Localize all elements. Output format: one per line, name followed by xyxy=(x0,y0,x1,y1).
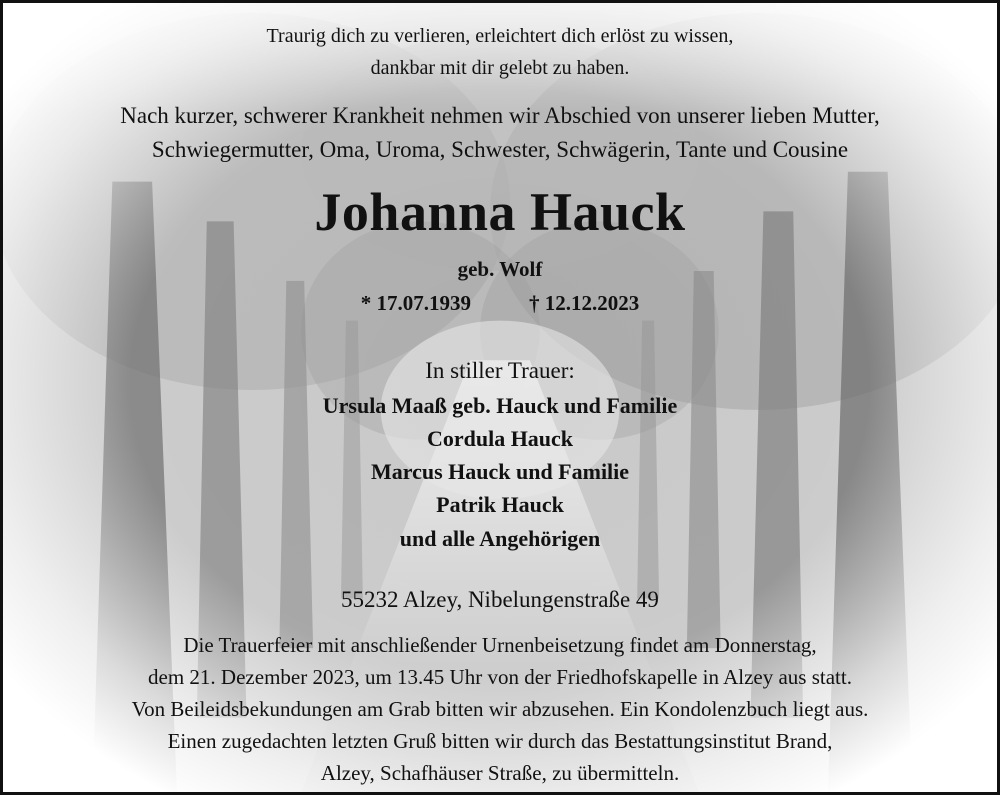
mourner-name: und alle Angehörigen xyxy=(399,526,601,551)
maiden-name: geb. Wolf xyxy=(457,257,543,281)
notice-text xyxy=(3,3,997,792)
intro-line-2: Schwiegermutter, Oma, Uroma, Schwester, Schwägerin, Tante und Cousine xyxy=(151,137,849,162)
mourners-heading: In stiller Trauer: xyxy=(425,358,575,383)
ceremony-line: Die Trauerfeier mit anschließender Urnenbeisetzung findet am Donnerstag, xyxy=(183,633,817,657)
deceased-name: Johanna Hauck xyxy=(314,182,686,242)
ceremony-line: Einen zugedachten letzten Gruß bitten wir durch das Bestattungsinstitut Brand, xyxy=(167,729,833,753)
ceremony-line: Alzey, Schafhäuser Straße, zu übermitteln. xyxy=(320,761,680,785)
mourner-name: Cordula Hauck xyxy=(426,426,574,451)
life-dates xyxy=(3,291,997,316)
quote-line-1: Traurig dich zu verlieren, erleichtert dich erlöst zu wissen, xyxy=(266,25,734,47)
quote-line-2: dankbar mit dir gelebt zu haben. xyxy=(370,57,630,79)
birth-date: * 17.07.1939 xyxy=(360,291,471,315)
mourner-name: Marcus Hauck und Familie xyxy=(370,459,630,484)
mourner-name: Patrik Hauck xyxy=(436,492,564,517)
mourner-name: Ursula Maaß geb. Hauck und Familie xyxy=(322,393,678,418)
ceremony-line: dem 21. Dezember 2023, um 13.45 Uhr von der Friedhofskapelle in Alzey aus statt. xyxy=(148,665,852,689)
ceremony-line: Von Beileidsbekundungen am Grab bitten wir abzusehen. Ein Kondolenzbuch liegt aus. xyxy=(131,697,869,721)
intro-line-1: Nach kurzer, schwerer Krankheit nehmen wir Abschied von unserer lieben Mutter, xyxy=(120,103,880,128)
death-date: † 12.12.2023 xyxy=(529,291,640,315)
address: 55232 Alzey, Nibelungenstraße 49 xyxy=(341,587,659,612)
